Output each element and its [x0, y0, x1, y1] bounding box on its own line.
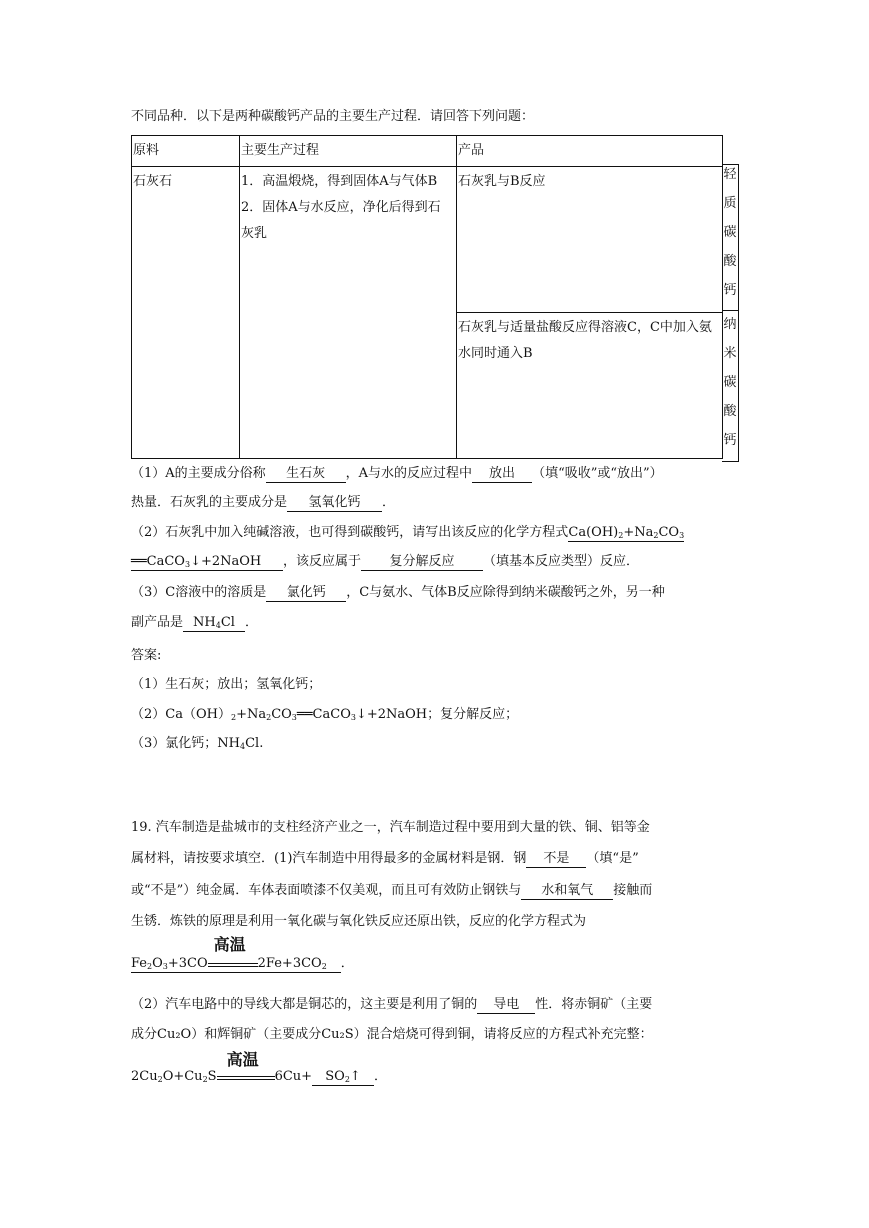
high-temp-equals-2: 高温 — [217, 1070, 275, 1084]
process-step-2: 2．固体A与水反应，净化后得到石灰乳 — [241, 200, 441, 241]
q2-line2: ══CaCO$_3$↓+2NaOH ，该反应属于 复分解反应 （填基本反应类型）反应． — [131, 554, 640, 569]
q19-line2: 属材料，请按要求填空．(1)汽车制造中用得最多的金属材料是钢．钢 不是 （填“是” — [131, 851, 639, 866]
q2-answer-2: 复分解反应 — [361, 554, 483, 571]
q19-equation-1: $Fe_2O_3+3CO$ 高温 $2Fe+3CO_2$ ． — [131, 934, 354, 971]
q19-line4: 生锈．炼铁的原理是利用一氧化碳与氧化铁反应还原出铁，反应的化学方程式为 — [131, 914, 587, 929]
q3-line1: （3）C溶液中的溶质是 氯化钙 ，C与氨水、气体B反应除得到纳米碳酸钙之外，另一种 — [131, 585, 665, 600]
answer-2: $(2)Ca(OH)_2+Na_2CO_3══CaCO_3↓+2NaOH$；复分解反应； — [131, 707, 519, 722]
product2-name: 纳米碳酸钙 — [723, 317, 737, 448]
header-product: 产品 — [457, 136, 723, 167]
q1-answer-1: 生石灰 — [266, 466, 346, 483]
q3-answer-1: 氯化钙 — [266, 585, 346, 602]
q2-equation-part1: $Ca(OH)_2+Na_2CO_3$ — [568, 525, 685, 540]
cell-process — [240, 167, 457, 459]
q2-equation-part2: ══CaCO$_3$↓+2NaOH — [131, 554, 283, 571]
q19-line1: 19. 汽车制造是盐城市的支柱经济产业之一，汽车制造过程中要用到大量的铁、铜、铝等金 — [131, 820, 650, 835]
q1-line1: （1）A的主要成分俗称 生石灰 ，A与水的反应过程中 放出 （填“吸收”或“放出”） — [131, 466, 663, 481]
answers-label: 答案: — [131, 648, 162, 663]
cell-product1-process: 石灰乳与B反应 — [457, 167, 723, 313]
cell-product2-process: 石灰乳与适量盐酸反应得溶液C，C中加入氨水同时通入B — [457, 313, 723, 459]
q19-answer-1: 不是 — [526, 851, 586, 868]
q3-answer-2: $NH_4Cl$ — [183, 615, 245, 632]
product1-name: 轻质碳酸钙 — [723, 167, 737, 298]
process-step-1: 1．高温煅烧，得到固体A与气体B — [241, 174, 438, 189]
high-temp-equals: 高温 — [208, 957, 258, 971]
q19-line3: 或“不是”）纯金属．车体表面喷漆不仅美观，而且可有效防止钢铁与 水和氧气 接触而 — [131, 883, 653, 898]
q1-answer-2: 放出 — [472, 466, 532, 483]
header-process: 主要生产过程 — [240, 136, 457, 167]
q19-equation-2: $2Cu_2O+Cu_2S$ 高温 $6Cu+ SO_2↑$ ． — [131, 1049, 388, 1084]
intro-text: 不同品种．以下是两种碳酸钙产品的主要生产过程．请回答下列问题： — [131, 109, 535, 124]
q1-answer-3: 氢氧化钙 — [287, 495, 382, 512]
q19-part2-line2: 成分Cu₂O）和辉铜矿（主要成分Cu₂S）混合焙烧可得到铜，请将反应的方程式补充完整： — [131, 1027, 653, 1042]
header-material: 原料 — [132, 136, 240, 167]
q19-part2-line1: （2）汽车电路中的导线大都是铜芯的，这主要是利用了铜的 导电 性．将赤铜矿（主要 — [131, 997, 653, 1012]
q19-answer-2: 水和氧气 — [521, 883, 613, 900]
q1-line2: 热量．石灰乳的主要成分是 氢氧化钙 ． — [131, 495, 396, 510]
answer-1: （1）生石灰；放出；氢氧化钙； — [131, 677, 322, 692]
answer-3: （3）氯化钙；$NH_4Cl$. — [131, 736, 264, 751]
q19-answer-4: $SO_2↑$ — [312, 1069, 374, 1086]
cell-material: 石灰石 — [132, 167, 240, 459]
q19-answer-3: 导电 — [477, 997, 535, 1014]
q3-line2: 副产品是 $NH_4Cl$ ． — [131, 615, 259, 630]
q2-line1: （2）石灰乳中加入纯碱溶液，也可得到碳酸钙，请写出该反应的化学方程式$Ca(OH)_2+Na_2CO_3$ — [131, 525, 685, 540]
production-table — [131, 135, 723, 459]
